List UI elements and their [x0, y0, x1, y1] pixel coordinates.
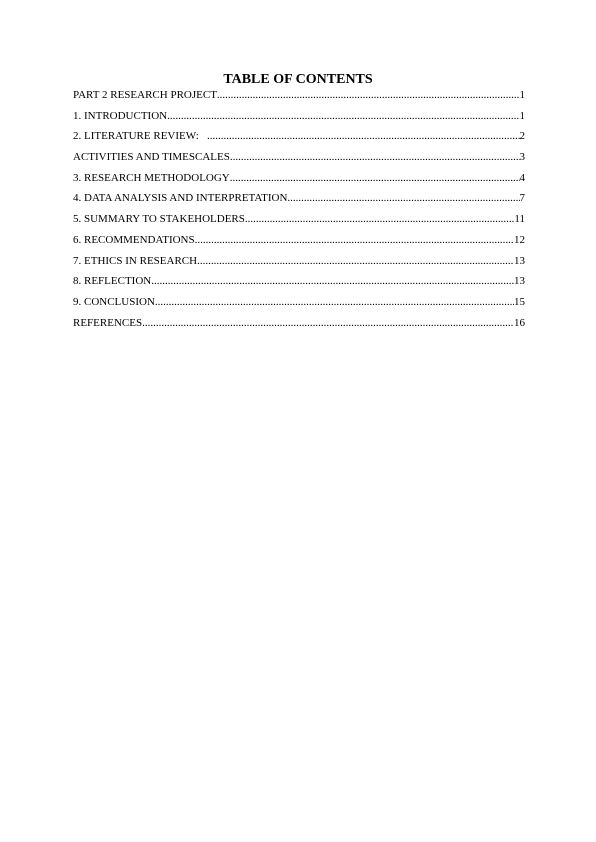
toc-entry-page: 11 [514, 213, 525, 226]
toc-entry-label: 1. INTRODUCTION [73, 109, 168, 122]
toc-entry-label: 3. RESEARCH METHODOLOGY [73, 171, 230, 184]
toc-entry[interactable] [73, 171, 525, 192]
toc-entry-page: 15 [514, 295, 525, 308]
toc-list [73, 88, 525, 336]
toc-dot-leader [230, 171, 520, 185]
toc-entry-page: 1 [519, 89, 525, 101]
toc-entry-page: 2 [519, 130, 525, 143]
toc-dot-leader [287, 191, 519, 205]
toc-entry-label: PART 2 RESEARCH PROJECT [73, 89, 217, 101]
toc-dot-leader [151, 274, 514, 288]
toc-entry[interactable] [73, 150, 525, 171]
toc-title: TABLE OF CONTENTS [223, 72, 373, 87]
toc-entry-label: 6. RECOMMENDATIONS [73, 233, 195, 246]
toc-dot-leader [142, 316, 514, 330]
toc-entry[interactable] [73, 109, 525, 130]
toc-entry[interactable] [73, 191, 525, 212]
toc-entry-label: REFERENCES [73, 316, 143, 329]
toc-entry[interactable] [73, 129, 525, 150]
toc-entry[interactable] [73, 233, 525, 254]
toc-entry-page: 3 [519, 151, 525, 164]
toc-entry-page: 7 [519, 192, 525, 205]
toc-entry[interactable] [73, 88, 525, 109]
toc-entry-label: 2. LITERATURE REVIEW: [73, 130, 208, 143]
toc-dot-leader [195, 233, 514, 247]
toc-dot-leader [230, 150, 520, 164]
toc-entry[interactable] [73, 316, 525, 337]
toc-dot-leader [217, 88, 520, 102]
toc-dot-leader [197, 254, 514, 268]
toc-entry[interactable] [73, 295, 525, 316]
toc-entry-page: 13 [514, 254, 525, 267]
toc-entry[interactable] [73, 254, 525, 275]
toc-entry-label: 4. DATA ANALYSIS AND INTERPRETATION [73, 192, 288, 205]
toc-entry-label: 9. CONCLUSION [73, 295, 155, 308]
toc-entry-label: 7. ETHICS IN RESEARCH [73, 254, 198, 267]
toc-entry-label: ACTIVITIES AND TIMESCALES [73, 151, 230, 164]
toc-entry-page: 16 [514, 316, 525, 329]
toc-entry-page: 1 [519, 109, 525, 122]
toc-entry[interactable] [73, 212, 525, 233]
toc-dot-leader [155, 295, 514, 309]
toc-dot-leader [245, 212, 515, 226]
toc-entry-page: 13 [514, 275, 525, 288]
toc-entry-page: 12 [514, 233, 525, 246]
toc-entry-page: 4 [519, 171, 525, 184]
toc-entry-label: 5. SUMMARY TO STAKEHOLDERS [73, 213, 245, 226]
toc-entry[interactable] [73, 274, 525, 295]
toc-entry-label: 8. REFLECTION [73, 275, 152, 288]
toc-dot-leader [167, 109, 519, 123]
toc-dot-leader [207, 129, 519, 143]
